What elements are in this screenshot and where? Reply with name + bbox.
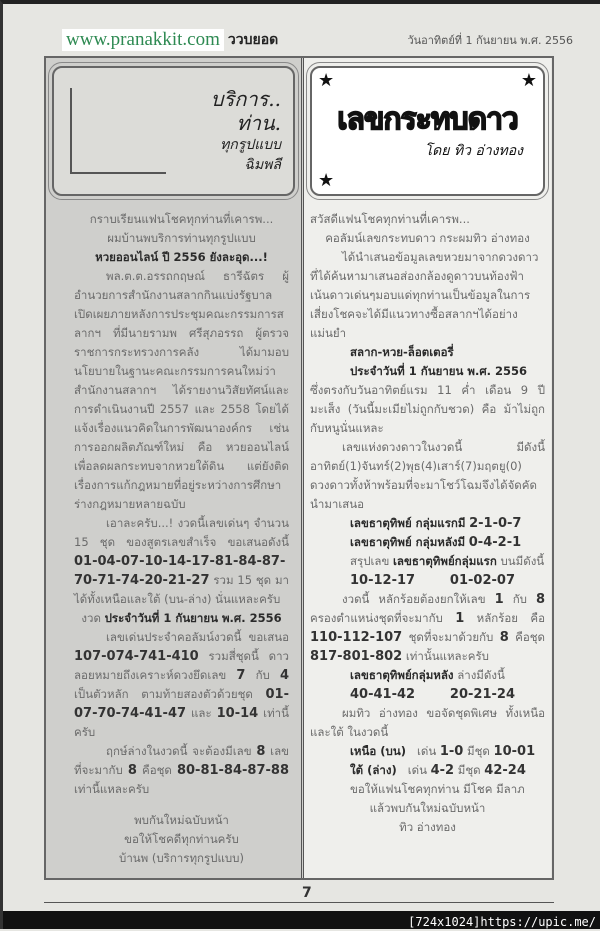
draw-date-line: งวด ประจำวันที่ 1 กันยายน พ.ศ. 2556 <box>81 611 282 625</box>
signoff: พบกันใหม่ฉบับหน้า <box>134 813 229 827</box>
column-logo: เลขกระทบดาว <box>337 102 518 137</box>
paragraph: เอาละครับ...! งวดนี้เลขเด่นๆ จำนวน 15 ชุด ของสูตรเลขสำเร็จ ขอเสนอดังนี้ 01-04-07-10-14-17-81-84-87-70-71-74-20-21-27 รวม 15 ชุด มาได้ทั้งเหนือและใต้ (บน-ล่าง) นั่นแหละครับ <box>74 516 289 606</box>
greeting: กราบเรียนแฟนโชคทุกท่านที่เคารพ... <box>89 212 274 226</box>
paragraph: ฤกษ์ล่างในงวดนี้ จะต้องมีเลข 8 เลขที่จะมากับ 8 คือชุด 80-81-84-87-88 เท่านี้แหละครับ <box>74 744 290 796</box>
divider <box>44 902 554 903</box>
greeting: สวัสดีแฟนโชคทุกท่านที่เคารพ... <box>310 212 470 226</box>
banner-line: ทุกรูปแบบ <box>220 137 281 153</box>
greeting: ผมบ้านพบริการท่านทุกรูปแบบ <box>107 231 256 245</box>
column-intro: คอลัมน์เลขกระทบดาว กระผมทิว อ่างทอง <box>325 231 530 245</box>
site-watermark[interactable]: www.pranakkit.com <box>62 29 224 51</box>
issue-date: วันอาทิตย์ที่ 1 กันยายน พ.ศ. 2556 <box>407 34 573 47</box>
paragraph: เลขเด่นประจำคอลัมน์งวดนี้ ขอเสนอ 107-074-741-410 รวมสี่ชุดนี้ ดาวลอยหมายถึงเคราะห์ดวงยึดเลข 7 กับ 4 เป็นตัวหลัก ตามท้ายสองตัวด้วยชุด 01-07-70-74-41-47 และ 10-14 เท่านี้ครับ <box>74 630 290 739</box>
draw-date-heading: ประจำวันที่ 1 กันยายน พ.ศ. 2556 <box>350 364 528 378</box>
right-column-banner <box>310 66 545 196</box>
page-number: 7 <box>302 885 312 901</box>
banner-line: ท่าน. <box>236 111 281 135</box>
page-frame <box>44 56 554 880</box>
banner-line: บริการ.. <box>210 87 281 111</box>
footer-bar <box>3 911 600 929</box>
paragraph: ผมทิว อ่างทอง ขอจัดชุดพิเศษ ทั้งเหนือและใต้ ในงวดนี้ <box>310 706 545 739</box>
cartoon-illustration <box>70 88 166 174</box>
page-header <box>3 4 600 50</box>
right-column <box>304 58 551 878</box>
star-icon: ★ <box>520 70 537 91</box>
signoff: แล้วพบกันใหม่ฉบับหน้า <box>369 801 486 815</box>
paragraph: ได้นำเสนอข้อมูลเลขหวยมาจากดวงดาวที่ได้ค้นหามาเสนอส่องกล้องดูดาวบนท้องฟ้า เน้นดาวเด่นๆมอบแด่ทุกท่านเป็นข้อมูลในการเสี่ยงโชคจะได้มีแนวทางซื้อสลากฯได้อย่างแม่นยำ <box>310 250 539 340</box>
signoff: ขอให้แฟนโชคทุกท่าน มีโชค มีลาภ <box>350 782 525 796</box>
last-group-sets: 40-41-42 20-21-24 <box>350 687 515 702</box>
left-column-banner <box>52 66 295 196</box>
paragraph: เลขแห่งดวงดาวในงวดนี้ มีดังนี้ อาทิตย์(1)จันทร์(2)พุธ(4)เสาร์(7)มฤตยู(0) ดวงดาวทั้งห้าพร้อมที่จะมาโชว์โฉมจึงได้จัดคัดนำมาเสนอ <box>310 440 545 511</box>
signoff: ทิว อ่างทอง <box>399 820 456 834</box>
image-host-label[interactable]: [724x1024]https://upic.me/ <box>408 915 596 929</box>
star-icon: ★ <box>318 70 335 91</box>
left-column <box>46 58 304 878</box>
first-group-sets: 10-12-17 01-02-07 <box>350 573 515 588</box>
banner-line: ฉิมพลี <box>244 157 281 173</box>
signoff: ขอให้โชคดีทุกท่านครับ <box>124 832 239 846</box>
banner-title <box>211 87 281 175</box>
summary-line: สรุปเลข เลขธาตุทิพย์กลุ่มแรก บนมีดังนี้ <box>350 554 545 568</box>
paragraph: พล.ต.ต.อรรถกฤษณ์ ธารีฉัตร ผู้อำนวยการสำนักงานสลากกินแบ่งรัฐบาล เปิดเผยภายหลังการประชุมคณะกรรมการสลากฯ ที่มีนายรามพ ศรีสุภอรรถ ผู้ตรวจราชการกระทรวงการคลัง ได้มามอบนโยบายในฐานะคณะกรรมการคนใหม่ว่า สำนักงานสลากฯ ได้รายงานวิสัยทัศน์และการดำเนินงานปี 2557 และ 2558 โดยได้แจ้งเรื่องแนวคิดในการพัฒนาองค์กร เช่น การออกผลิตภัณฑ์ใหม่ คือ หวยออนไลน์ เพื่อลดผลกระทบจากหวยใต้ดิน แต่ยังติดเรื่องการแก้กฎหมายที่อยู่ระหว่างการศึกษาร่างกฎหมายหลายฉบับ <box>74 269 289 511</box>
article-heading: หวยออนไลน์ ปี 2556 ยังละอุด...! <box>95 250 268 264</box>
south-pick: ใต้ (ล่าง) เด่น 4-2 มีชุด 42-24 <box>350 763 526 778</box>
signoff: บ้านพ (บริการทุกรูปแบบ) <box>119 851 244 865</box>
group-first: เลขธาตุทิพย์ กลุ่มแรกมี 2-1-0-7 <box>350 516 522 531</box>
group-last: เลขธาตุทิพย์ กลุ่มหลังมี 0-4-2-1 <box>350 535 522 550</box>
left-article <box>52 210 295 868</box>
north-pick: เหนือ (บน) เด่น 1-0 มีชุด 10-01 <box>350 744 536 759</box>
paragraph: งวดนี้ หลักร้อยต้องยกให้เลข 1 กับ 8 ครองตำแหน่งชุดที่จะมากับ 1 หลักร้อย คือ 110-112-107 ชุดที่จะมาด้วยกับ 8 คือชุด 817-801-802 เท่านั้นแหละครับ <box>310 592 546 664</box>
star-icon: ★ <box>318 170 335 191</box>
column-author: โดย ทิว อ่างทอง <box>424 143 523 159</box>
section-heading: สลาก-หวย-ล็อตเตอรี่ <box>350 345 454 359</box>
paragraph: ซึ่งตรงกับวันอาทิตย์แรม 11 ค่ำ เดือน 9 ปีมะเส็ง (วันนี้มะเมียไม่ถูกกับชวด) คือ ม้าไม่ถูกกับหนูนั่นแหละ <box>310 383 545 435</box>
right-article <box>310 210 545 837</box>
summary-line: เลขธาตุทิพย์กลุ่มหลัง ล่างมีดังนี้ <box>350 668 505 682</box>
newspaper-name: ววบยอด <box>227 32 279 48</box>
